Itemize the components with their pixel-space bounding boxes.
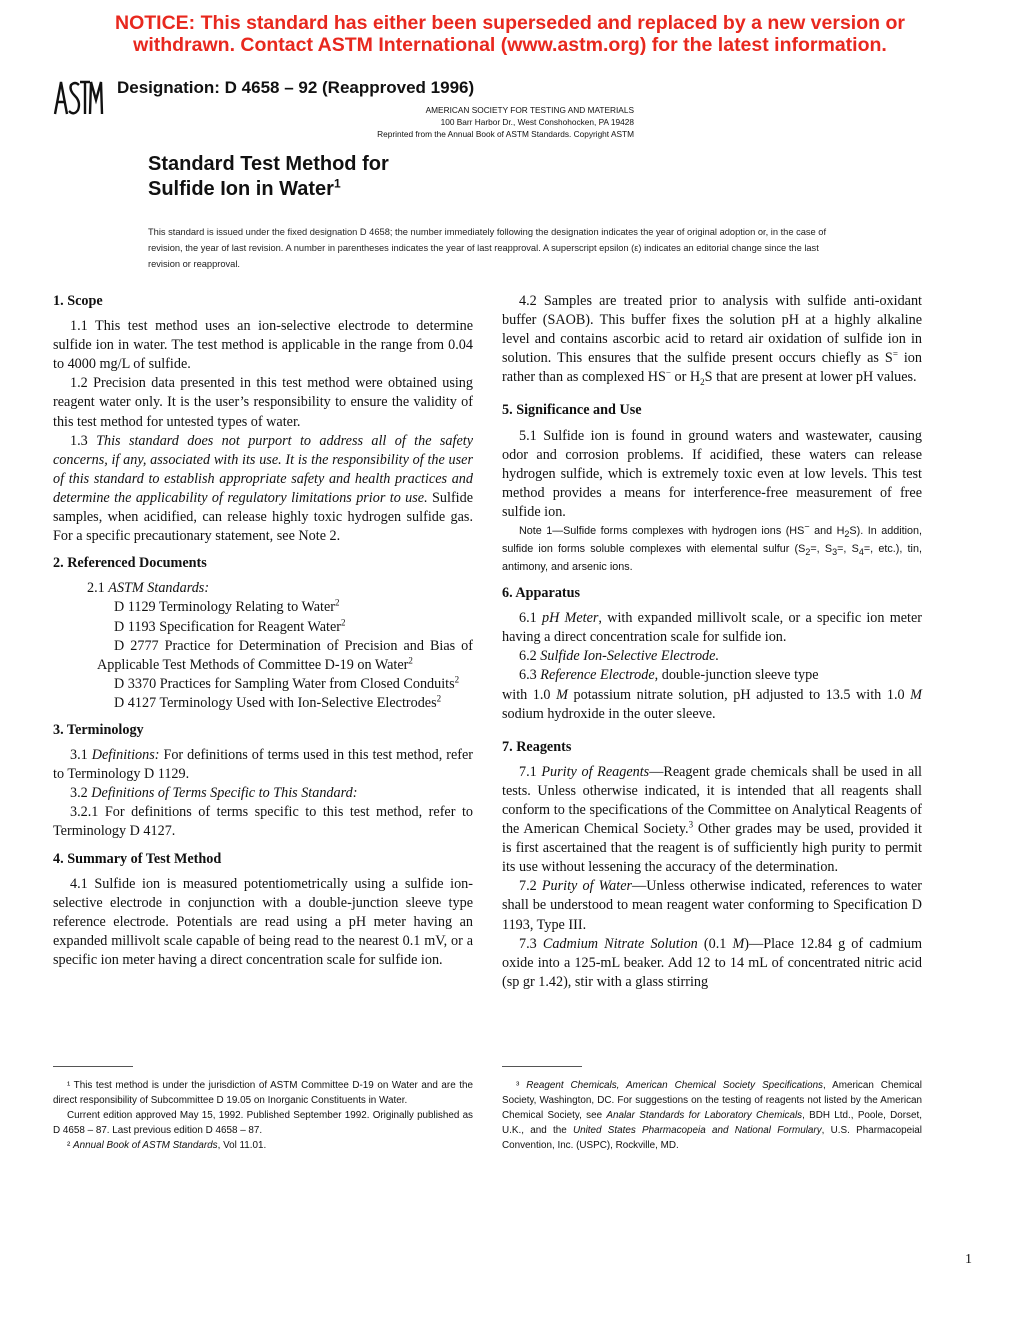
- footnote-3: ³ Reagent Chemicals, American Chemical Society Specifications, American Chemical Society, Washington, DC. For suggestions on the testing of reagents not listed by the American Chemical Society, see Analar Standards for Laboratory Chemicals, BDH Ltd., Poole, Dorset, U.K., and the United States Pharmacopeia and National Formulary, U.S. Pharmacopeial Convention, Inc. (USPC), Rockville, MD.: [502, 1080, 922, 1151]
- footnotes-right: [502, 1078, 922, 1153]
- note-1: Note 1—Sulfide forms complexes with hydrogen ions (HS− and $H_2S$). In addition, sulfide ion forms soluble complexes with elemental sulfur ($S_2=$, $S_3=$, $S_4=$, etc.), tin, antimony, and arsenic ions.: [502, 521, 923, 574]
- paragraph-2-1: 2.1 ASTM Standards:: [87, 580, 210, 597]
- notice-line-2: withdrawn. Contact ASTM International (www.astm.org) for the latest information.: [133, 34, 887, 56]
- preamble: This standard is issued under the fixed designation D 4658; the number immediately following the designation indicates the year of original adoption or, in the case of revision, the year of last revision. A number in parentheses indicates the year of last reapproval. A superscript epsilon (ε) indicates an editorial change since the last revision or reapproval.: [148, 227, 827, 269]
- reference-d1129: D 1129 Terminology Relating to Water$^2$: [114, 597, 340, 616]
- paragraph-4-1: 4.1 Sulfide ion is measured potentiometrically using a sulfide ion-selective electrode in conjunction with a double-junction sleeve type reference electrode. Potentials are read using a pH meter having an expanded millivolt scale capable of being read to the nearest 0.1 mV, or a specific ion meter having a direct concentration scale for sulfide ion.: [53, 875, 473, 968]
- section-heading-significance: 5. Significance and Use: [502, 402, 642, 419]
- paragraph-1-2: 1.2 Precision data presented in this test method were obtained using reagent water only. It is the user’s responsibility to ensure the validity of this test method for untested types of water.: [53, 375, 473, 430]
- paragraph-6-1: 6.1 pH Meter, with expanded millivolt scale, or a specific ion meter having a direct concentration scale for sulfide ion.: [502, 610, 923, 646]
- title-line-1: Standard Test Method for: [148, 153, 389, 175]
- notice-line-1: NOTICE: This standard has either been superseded and replaced by a new version or: [115, 12, 905, 34]
- reference-d1193: D 1193 Specification for Reagent Water$^2$: [114, 616, 346, 635]
- paragraph-7-2: 7.2 Purity of Water—Unless otherwise indicated, references to water shall be understood to mean reagent water conforming to Specification D 1193, Type III.: [502, 878, 923, 933]
- footnotes-left: [53, 1078, 473, 1153]
- left-column: [53, 292, 473, 970]
- reference-d3370: D 3370 Practices for Sampling Water from Closed Conduits$^2$: [114, 674, 460, 692]
- astm-logo: [52, 78, 104, 118]
- title-footnote-mark: 1: [333, 176, 341, 191]
- publisher-line-3: Reprinted from the Annual Book of ASTM Standards. Copyright ASTM: [377, 129, 634, 139]
- reference-d2777: D 2777 Practice for Determination of Precision and Bias of Applicable Test Methods of Committee D-19 on Water$^2$: [97, 637, 473, 673]
- paragraph-6-3: 6.3 Reference Electrode, double-junction sleeve type: [519, 667, 819, 684]
- page-number: 1: [965, 1252, 972, 1267]
- section-heading-summary: 4. Summary of Test Method: [53, 850, 222, 867]
- paragraph-7-3: 7.3 Cadmium Nitrate Solution (0.1 M)—Place 12.84 g of cadmium oxide into a 125-mL beaker. Add 12 to 14 mL of concentrated nitric acid (sp gr 1.42), stir with a glass stirring: [502, 935, 923, 990]
- section-heading-referenced-documents: 2. Referenced Documents: [53, 555, 207, 572]
- footnote-1-continued: Current edition approved May 15, 1992. Published September 1992. Originally published as D 4658 – 87. Last previous edition D 4658 – 87.: [53, 1110, 473, 1136]
- paragraph-3-2: 3.2 Definitions of Terms Specific to This Standard:: [70, 785, 358, 802]
- paragraph-1-1: 1.1 This test method uses an ion-selective electrode to determine sulfide ion in water. The test method is applicable in the range from 0.04 to 4000 mg/L of sulfide.: [53, 318, 473, 373]
- paragraph-5-1: 5.1 Sulfide ion is found in ground waters and wastewater, causing odor and corrosion problems. If acidified, these waters can release hydrogen sulfide, which is extremely toxic even at low levels. This test method provides a means for interference-free measurement of free sulfide ion.: [502, 427, 922, 520]
- publisher-line-1: AMERICAN SOCIETY FOR TESTING AND MATERIALS: [425, 105, 634, 115]
- section-heading-terminology: 3. Terminology: [53, 721, 144, 738]
- section-heading-apparatus: 6. Apparatus: [502, 585, 581, 602]
- reference-d4127: D 4127 Terminology Used with Ion-Selective Electrodes$^2$: [114, 693, 442, 711]
- paragraph-6-2: 6.2 Sulfide Ion-Selective Electrode.: [519, 648, 719, 665]
- footnote-rule-left: [53, 1066, 133, 1067]
- footnote-2: ² Annual Book of ASTM Standards, Vol 11.01.: [67, 1140, 267, 1151]
- publisher-info: [377, 104, 634, 140]
- section-heading-reagents: 7. Reagents: [502, 738, 572, 755]
- paragraph-4-2: 4.2 Samples are treated prior to analysis with sulfide anti-oxidant buffer (SAOB). This buffer fixes the solution pH at a highly alkaline level and contains ascorbic acid to retard air oxidation of sulfide ion in solution. This ensures that the sulfide present occurs chiefly as S= ion rather than as complexed HS− or $H_2S$ that are present at lower pH values.: [502, 293, 922, 388]
- paragraph-1-3: 1.3 This standard does not purport to address all of the safety concerns, if any, associated with its use. It is the responsibility of the user of this standard to establish appropriate safety and health practices and determine the applicability of regulatory limitations prior to use. Sulfide samples, when acidified, can release highly toxic hydrogen sulfide gas. For a specific precautionary statement, see Note 2.: [53, 432, 474, 545]
- paragraph-3-2-1: 3.2.1 For definitions of terms specific to this test method, refer to Terminology D 4127.: [53, 804, 473, 840]
- footnote-rule-right: [502, 1066, 582, 1067]
- paragraph-6-3-continued: with 1.0 M potassium nitrate solution, pH adjusted to 13.5 with 1.0 M sodium hydroxide in the outer sleeve.: [502, 686, 922, 722]
- right-column: [502, 292, 922, 992]
- paragraph-3-1: 3.1 Definitions: For definitions of terms used in this test method, refer to Terminology D 1129.: [53, 747, 474, 783]
- title-line-2: Sulfide Ion in Water: [148, 178, 334, 200]
- footnote-1: ¹ This test method is under the jurisdiction of ASTM Committee D-19 on Water and are the direct responsibility of Subcommittee D 19.05 on Inorganic Constituents in Water.: [53, 1080, 473, 1106]
- section-heading-scope: 1. Scope: [53, 293, 103, 309]
- publisher-line-2: 100 Barr Harbor Dr., West Conshohocken, PA 19428: [440, 117, 634, 127]
- paragraph-7-1: 7.1 Purity of Reagents—Reagent grade chemicals shall be used in all tests. Unless otherwise indicated, it is intended that all reagents shall conform to the specifications of the Committee on Analytical Reagents of the American Chemical Society.$^3$ Other grades may be used, provided it is first ascertained that the reagent is of sufficiently high purity to permit its use without lessening the accuracy of the determination.: [502, 763, 923, 876]
- document-title: [148, 152, 389, 202]
- designation: Designation: D 4658 – 92 (Reapproved 1996): [117, 78, 475, 97]
- withdrawal-notice: [40, 12, 980, 56]
